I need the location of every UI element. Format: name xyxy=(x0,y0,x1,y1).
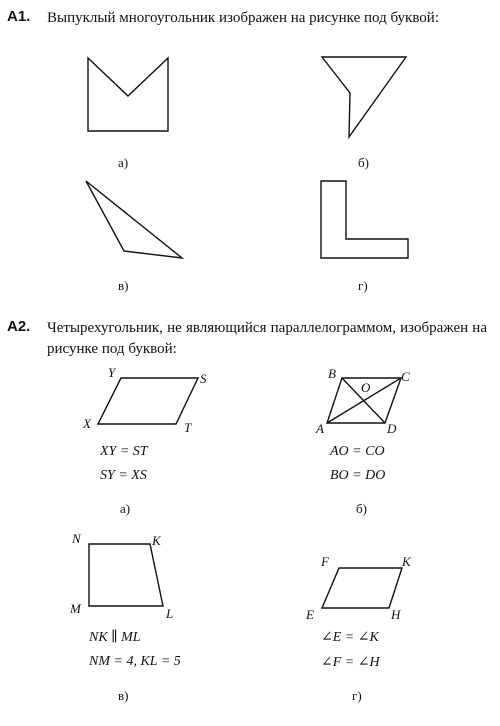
vertex-label: K xyxy=(152,533,161,548)
vertex-label: X xyxy=(83,416,91,431)
shape-trapezoid-nklm xyxy=(89,544,163,606)
option-label-v: в) xyxy=(118,278,129,293)
vertex-label: D xyxy=(387,421,397,436)
vertex-label: Y xyxy=(108,365,116,380)
question-number: А2. xyxy=(7,318,31,335)
shape-b-triangle-notch xyxy=(322,57,406,137)
vertex-label: C xyxy=(401,369,410,384)
condition-2: BO = DO xyxy=(330,468,386,483)
vertex-label: A xyxy=(316,421,324,436)
option-label-b: б) xyxy=(356,501,367,516)
vertex-label: F xyxy=(321,554,329,569)
vertex-label: K xyxy=(402,554,411,569)
option-label-g: г) xyxy=(352,688,362,703)
question-text: Выпуклый многоугольник изображен на рисунке под буквой: xyxy=(47,10,439,26)
vertex-label: N xyxy=(72,531,81,546)
option-label-g: г) xyxy=(358,278,368,293)
option-label-a: а) xyxy=(118,155,129,170)
vertex-label: B xyxy=(328,366,336,381)
condition-1: XY = ST xyxy=(100,444,148,459)
option-label-a: а) xyxy=(120,501,131,516)
vertex-label: H xyxy=(391,607,401,622)
condition-1: ∠E = ∠K xyxy=(321,630,379,645)
vertex-label: T xyxy=(184,420,192,435)
question-number: А1. xyxy=(7,8,31,25)
vertex-label: E xyxy=(306,607,314,622)
condition-1: NK ∥ ML xyxy=(89,630,141,645)
shape-a-m xyxy=(88,58,168,131)
condition-2: NM = 4, KL = 5 xyxy=(89,654,181,669)
option-label-v: в) xyxy=(118,688,129,703)
condition-2: ∠F = ∠H xyxy=(321,655,380,670)
shape-v-triangle xyxy=(86,181,182,258)
condition-2: SY = XS xyxy=(100,468,147,483)
condition-1: AO = CO xyxy=(330,444,385,459)
vertex-label: O xyxy=(361,380,371,395)
question-text: Четырехугольник, не являющийся параллелограммом, изображен на рисунке под буквой: xyxy=(47,320,487,357)
shape-g-l xyxy=(321,181,408,258)
option-label-b: б) xyxy=(358,155,369,170)
shape-parallelogram-xyst xyxy=(98,378,198,424)
vertex-label: L xyxy=(166,606,174,621)
shape-parallelogram-fkeh xyxy=(322,568,402,608)
vertex-label: S xyxy=(200,371,207,386)
vertex-label: M xyxy=(70,601,81,616)
